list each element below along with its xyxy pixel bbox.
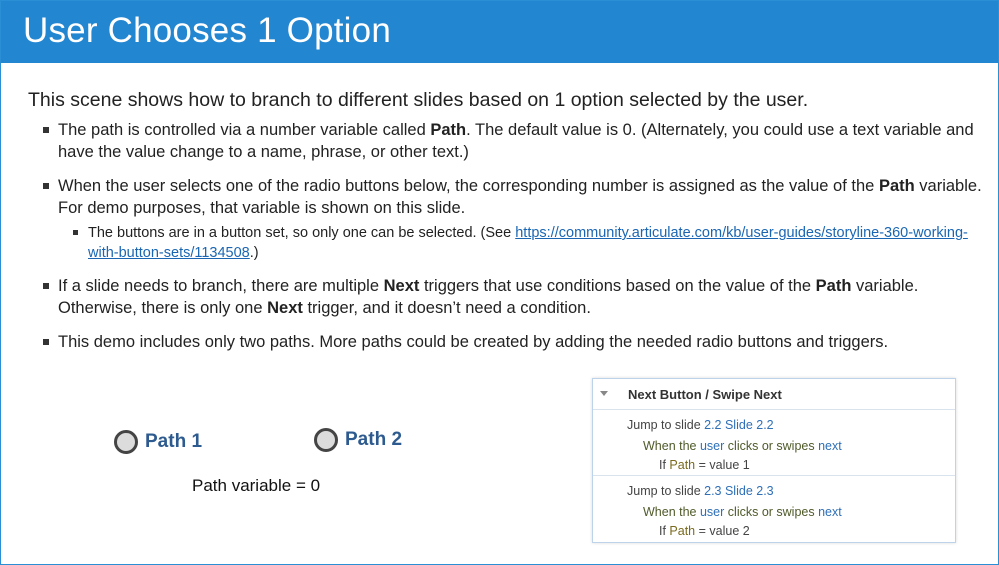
trigger-condition [659,524,750,538]
bullet-text: If a slide needs to branch, there are multiple [58,277,384,295]
radio-label-path-1[interactable]: Path 1 [145,431,203,452]
radio-path-1[interactable] [114,430,202,454]
trigger-slide: 2.3 Slide 2.3 [704,484,774,498]
bullet-text: trigger, and it doesn’t need a condition. [302,299,591,317]
radio-circle-icon[interactable] [114,430,138,454]
trigger-text: = value 1 [695,458,750,472]
bullet-text: triggers that use conditions based on the value of the [419,277,816,295]
trigger-text: Jump to slide [627,484,705,498]
collapse-caret-icon [600,391,608,396]
trigger-action [627,418,774,432]
bullet-text: .) [249,245,259,261]
trigger-item [593,475,955,541]
trigger-text: If [659,458,670,472]
trigger-text: clicks or swipes [724,439,819,453]
trigger-event: next [818,505,842,519]
trigger-item [593,410,955,475]
trigger-text: clicks or swipes [724,505,819,519]
trigger-panel-screenshot [592,378,956,543]
title-bar [1,1,998,63]
bullet-bold: Path [815,277,852,295]
button-sets-link[interactable]: https://community.articulate.com/kb/user-guides/storyline-360-working-with-button-sets/1134508 [88,225,968,261]
trigger-text: Jump to slide [627,418,705,432]
bullet-text: . The default value is 0. (Alternately, you could use a text variable and have the value change to a name, phrase, or other text.) [58,121,974,161]
page-title: User Chooses 1 Option [23,11,391,50]
trigger-panel-title: Next Button / Swipe Next [628,387,782,402]
trigger-slide: 2.2 Slide 2.2 [704,418,774,432]
path-variable-display: Path variable = 0 [192,476,321,495]
sub-bullet-button-set [73,223,983,263]
radio-label-path-2[interactable]: Path 2 [345,429,403,450]
bullet-bold: Next [267,299,303,317]
trigger-action [627,484,774,498]
trigger-text: If [659,524,670,538]
bullet-radio-buttons [43,175,983,219]
trigger-object: user [699,505,725,519]
bullet-list [43,119,983,365]
trigger-text: When the [643,505,700,519]
bullet-bold: Next [383,277,420,295]
bullet-path-variable [43,119,983,163]
bullet-text: The path is controlled via a number variable called [58,121,431,139]
trigger-panel-header [593,379,955,410]
bullet-bold: Path [430,121,467,139]
trigger-when [643,439,842,453]
bullet-bold: Path [878,177,915,195]
trigger-text: When the [643,439,700,453]
trigger-variable: Path [669,458,696,472]
bullet-text: variable. Otherwise, there is only one [58,277,919,317]
bullet-text: The buttons are in a button set, so only one can be selected. (See [88,225,516,241]
bullet-two-paths: This demo includes only two paths. More paths could be created by adding the needed radio buttons and triggers. [43,331,983,353]
trigger-event: next [818,439,842,453]
trigger-variable: Path [669,524,696,538]
bullet-next-triggers [43,275,983,319]
intro-text: This scene shows how to branch to different slides based on 1 option selected by the user. [28,89,809,111]
bullet-text: variable. For demo purposes, that variable is shown on this slide. [58,177,982,217]
trigger-object: user [699,439,725,453]
bullet-text: When the user selects one of the radio buttons below, the corresponding number is assigned as the value of the [58,177,879,195]
trigger-text: = value 2 [695,524,750,538]
trigger-condition [659,458,750,472]
radio-path-2[interactable] [314,428,402,452]
radio-circle-icon[interactable] [314,428,338,452]
trigger-when [643,505,842,519]
